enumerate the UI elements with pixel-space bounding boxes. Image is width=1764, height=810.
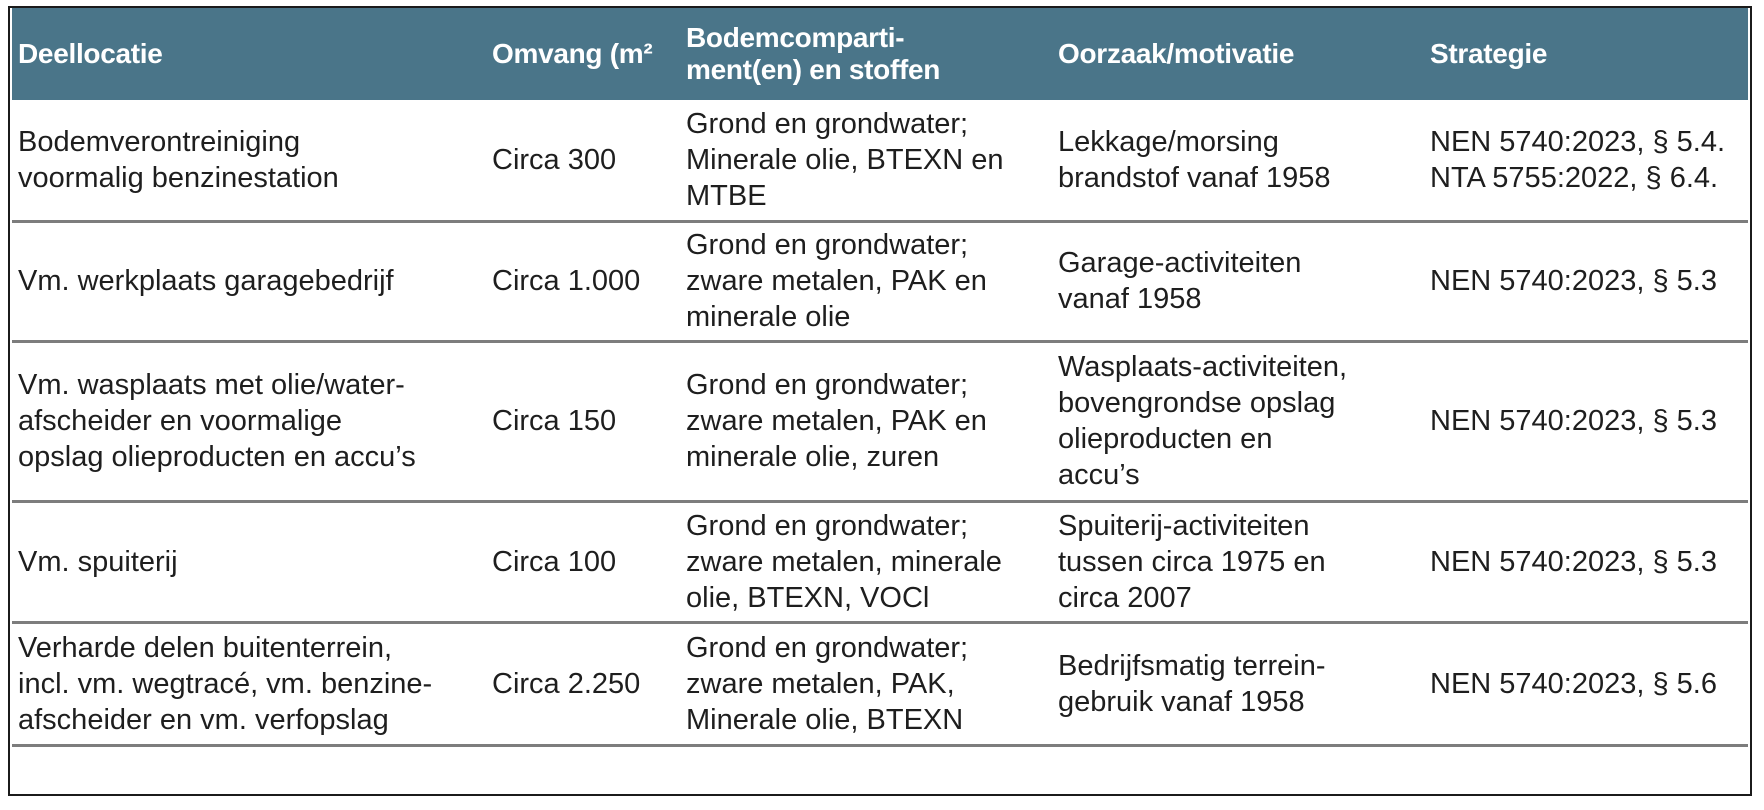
header-oorzaak: Oorzaak/motivatie bbox=[1052, 8, 1424, 100]
cell-omvang: Circa 1.000 bbox=[486, 221, 680, 341]
cell-line: olie, BTEXN, VOCl bbox=[686, 581, 930, 614]
cell-bodem bbox=[680, 221, 1052, 341]
cell-line: Spuiterij-activiteiten bbox=[1058, 509, 1310, 542]
cell-line: zware metalen, minerale bbox=[686, 545, 1002, 578]
cell-line: Grond en grondwater; bbox=[686, 369, 969, 401]
cell-line: olieproducten en bbox=[1058, 423, 1273, 455]
table-row bbox=[12, 501, 1748, 622]
cell-line: Minerale olie, BTEXN bbox=[686, 703, 964, 736]
cell-deellocatie bbox=[12, 100, 486, 221]
cell-deellocatie bbox=[12, 622, 486, 745]
cell-line: afscheider en voormalige bbox=[18, 405, 343, 437]
cell-line: voormalig benzinestation bbox=[18, 161, 339, 194]
cell-strategie bbox=[1424, 100, 1748, 221]
cell-line: zware metalen, PAK en bbox=[686, 405, 987, 437]
cell-line: circa 2007 bbox=[1058, 581, 1192, 614]
cell-line: NEN 5740:2023, § 5.3 bbox=[1430, 265, 1717, 297]
cell-omvang: Circa 300 bbox=[486, 100, 680, 221]
cell-oorzaak bbox=[1052, 221, 1424, 341]
cell-line: gebruik vanaf 1958 bbox=[1058, 685, 1305, 718]
table-row bbox=[12, 341, 1748, 501]
cell-strategie bbox=[1424, 341, 1748, 501]
cell-deellocatie bbox=[12, 341, 486, 501]
cell-line: Minerale olie, BTEXN en bbox=[686, 143, 1004, 176]
cell-line: brandstof vanaf 1958 bbox=[1058, 161, 1331, 194]
cell-line: NEN 5740:2023, § 5.6 bbox=[1430, 667, 1717, 700]
cell-bodem bbox=[680, 100, 1052, 221]
header-strategie: Strategie bbox=[1424, 8, 1748, 100]
cell-deellocatie bbox=[12, 501, 486, 622]
cell-line: Verharde delen buitenterrein, bbox=[18, 631, 393, 664]
cell-line: Vm. werkplaats garagebedrijf bbox=[18, 265, 394, 297]
soil-contamination-table bbox=[12, 8, 1748, 747]
cell-omvang: Circa 100 bbox=[486, 501, 680, 622]
cell-oorzaak bbox=[1052, 100, 1424, 221]
cell-line: Grond en grondwater; bbox=[686, 631, 969, 664]
header-row bbox=[12, 8, 1748, 100]
header-bodemcompartiment-line-2: ment(en) en stoffen bbox=[686, 54, 941, 85]
cell-line: Bodemverontreiniging bbox=[18, 125, 301, 158]
cell-oorzaak bbox=[1052, 341, 1424, 501]
table-row bbox=[12, 100, 1748, 221]
cell-line: Wasplaats-activiteiten, bbox=[1058, 351, 1348, 383]
cell-line: bovengrondse opslag bbox=[1058, 387, 1336, 419]
cell-bodem bbox=[680, 341, 1052, 501]
table-frame bbox=[8, 6, 1752, 796]
header-deellocatie: Deellocatie bbox=[12, 8, 486, 100]
header-bodemcompartiment-line-1: Bodemcomparti- bbox=[686, 22, 905, 53]
header-omvang: Omvang (m² bbox=[486, 8, 680, 100]
cell-line: Grond en grondwater; bbox=[686, 229, 969, 261]
cell-omvang: Circa 150 bbox=[486, 341, 680, 501]
table-body bbox=[12, 100, 1748, 745]
cell-line: Grond en grondwater; bbox=[686, 107, 969, 140]
cell-line: NEN 5740:2023, § 5.4. bbox=[1430, 125, 1726, 158]
cell-line: Bedrijfsmatig terrein- bbox=[1058, 649, 1326, 682]
cell-deellocatie bbox=[12, 221, 486, 341]
table-row bbox=[12, 622, 1748, 745]
cell-line: accu’s bbox=[1058, 459, 1140, 491]
cell-line: MTBE bbox=[686, 179, 767, 212]
cell-line: NEN 5740:2023, § 5.3 bbox=[1430, 545, 1717, 578]
cell-oorzaak bbox=[1052, 501, 1424, 622]
cell-line: Lekkage/morsing bbox=[1058, 125, 1279, 158]
cell-strategie bbox=[1424, 501, 1748, 622]
cell-line: zware metalen, PAK, bbox=[686, 667, 955, 700]
cell-line: minerale olie, zuren bbox=[686, 441, 940, 473]
header-bodemcompartiment bbox=[680, 8, 1052, 100]
cell-line: afscheider en vm. verfopslag bbox=[18, 703, 389, 736]
cell-line: NTA 5755:2022, § 6.4. bbox=[1430, 161, 1719, 194]
cell-bodem bbox=[680, 501, 1052, 622]
cell-strategie bbox=[1424, 221, 1748, 341]
cell-line: vanaf 1958 bbox=[1058, 283, 1202, 315]
cell-line: incl. vm. wegtracé, vm. benzine- bbox=[18, 667, 433, 700]
cell-line: minerale olie bbox=[686, 301, 851, 333]
cell-line: Vm. wasplaats met olie/water- bbox=[18, 369, 405, 401]
cell-omvang: Circa 2.250 bbox=[486, 622, 680, 745]
cell-line: tussen circa 1975 en bbox=[1058, 545, 1326, 578]
cell-oorzaak bbox=[1052, 622, 1424, 745]
cell-line: Grond en grondwater; bbox=[686, 509, 969, 542]
table-header bbox=[12, 8, 1748, 100]
cell-line: Vm. spuiterij bbox=[18, 545, 178, 578]
cell-line: NEN 5740:2023, § 5.3 bbox=[1430, 405, 1717, 437]
cell-line: opslag olieproducten en accu’s bbox=[18, 441, 416, 473]
cell-line: zware metalen, PAK en bbox=[686, 265, 987, 297]
cell-strategie bbox=[1424, 622, 1748, 745]
cell-bodem bbox=[680, 622, 1052, 745]
cell-line: Garage-activiteiten bbox=[1058, 247, 1302, 279]
table-row bbox=[12, 221, 1748, 341]
